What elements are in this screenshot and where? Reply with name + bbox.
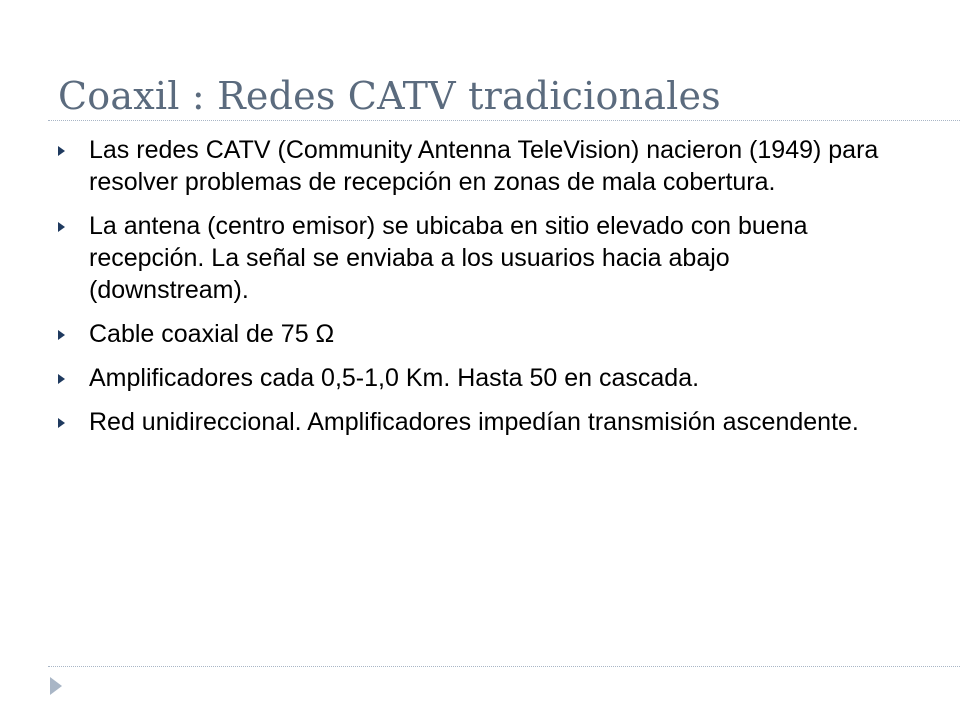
bullet-text: Cable coaxial de 75 Ω	[89, 320, 335, 348]
bullet-text: Red unidireccional. Amplificadores impedían transmisión ascendente.	[89, 408, 859, 436]
bullet-item	[58, 134, 888, 198]
bullet-item	[58, 362, 888, 394]
bullet-arrow-icon	[58, 374, 65, 384]
bullet-arrow-icon	[58, 146, 65, 156]
bullet-arrow-icon	[58, 418, 65, 428]
bullet-text: La antena (centro emisor) se ubicaba en sitio elevado con buena recepción. La señal se enviaba a los usuarios hacia abajo (downstream).	[89, 212, 808, 304]
footer-triangle-icon	[50, 677, 62, 695]
bullet-text: Amplificadores cada 0,5-1,0 Km. Hasta 50 en cascada.	[89, 364, 700, 392]
bullet-arrow-icon	[58, 330, 65, 340]
slide-title: Coaxil : Redes CATV tradicionales	[58, 74, 721, 118]
bullet-item	[58, 318, 888, 350]
title-divider	[48, 120, 960, 121]
bullet-arrow-icon	[58, 222, 65, 232]
bullet-item	[58, 210, 888, 306]
footer-divider	[48, 666, 960, 667]
bullet-item	[58, 406, 888, 438]
bullet-text: Las redes CATV (Community Antenna TeleVision) nacieron (1949) para resolver problemas de recepción en zonas de mala cobertura.	[89, 136, 879, 196]
bullet-list	[58, 134, 888, 450]
